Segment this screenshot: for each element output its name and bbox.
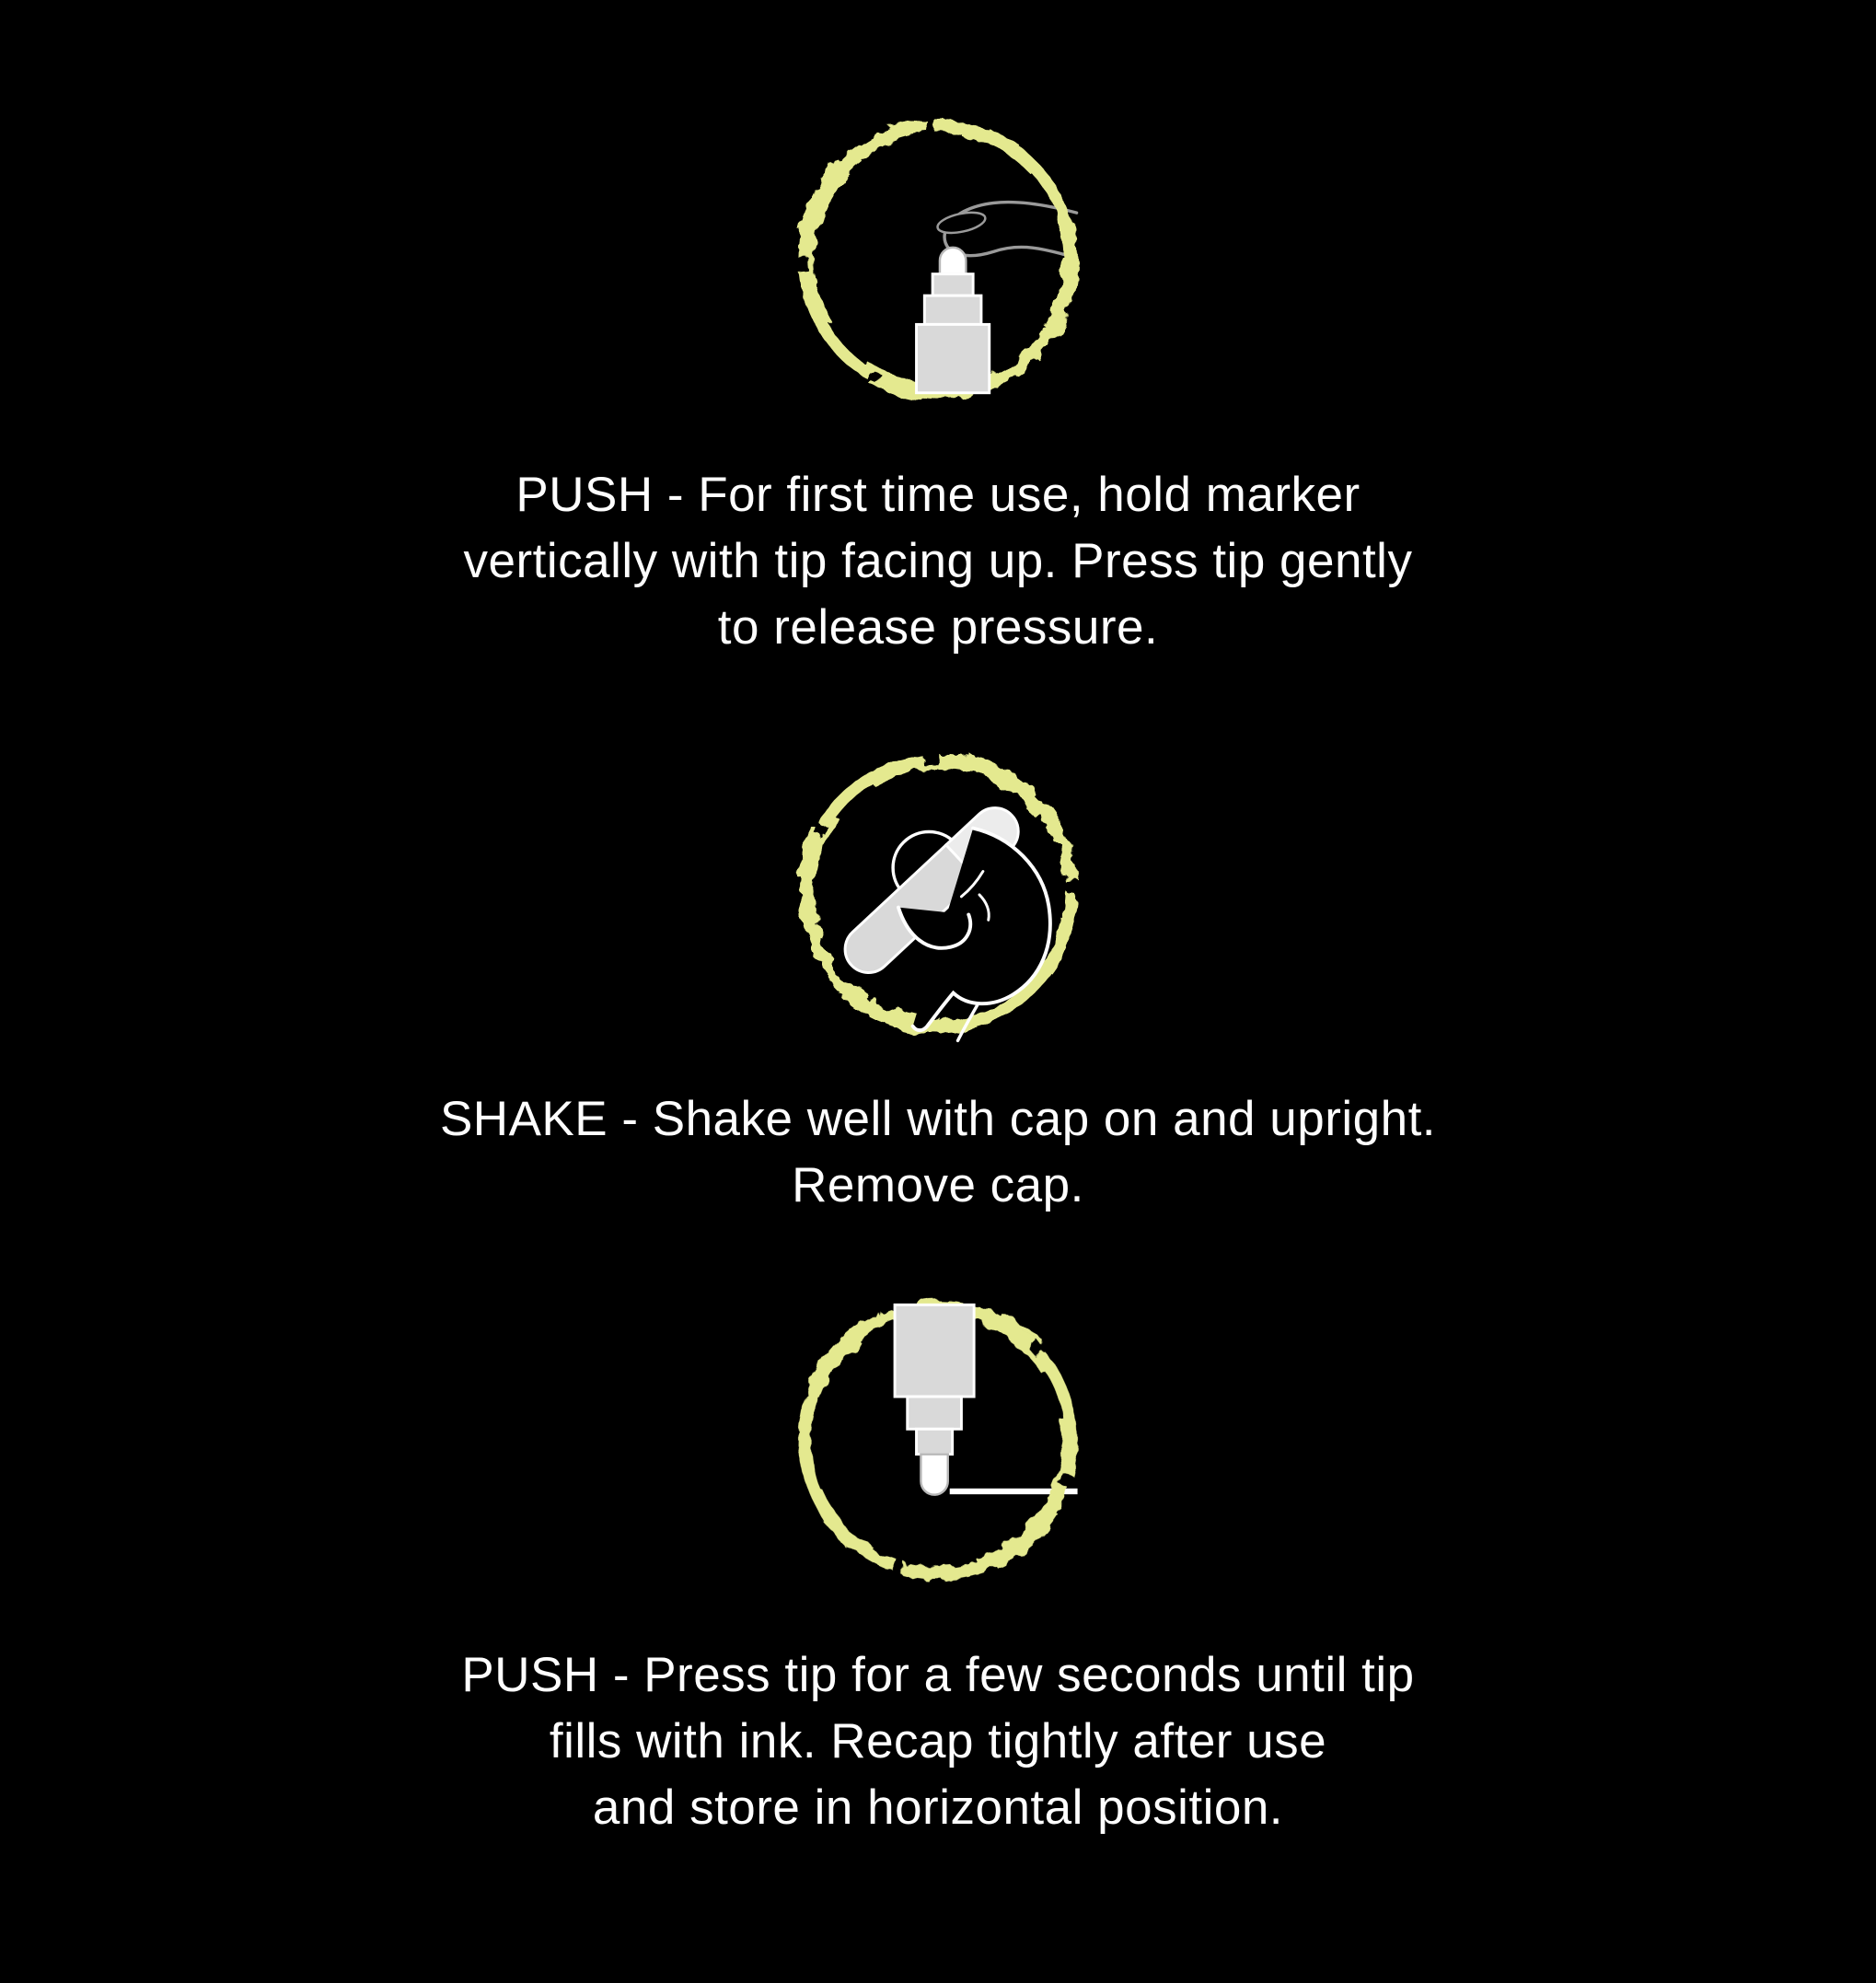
marker-draw-icon-svg [776,1278,1100,1602]
step-push-release [0,0,1876,661]
marker-body [895,1305,974,1397]
caption-line: to release pressure. [717,600,1159,655]
hand-shaking-capped-marker-icon [776,731,1100,1055]
marker-tip [921,1455,947,1495]
marker-tip-pressed-on-surface-icon [776,1278,1100,1602]
caption-line: and store in horizontal position. [592,1780,1284,1835]
caption-line: Remove cap. [792,1158,1084,1212]
caption-line: PUSH - Press tip for a few seconds until tip [461,1648,1415,1702]
finger-pressing-marker-tip-icon [776,98,1100,422]
caption-line: fills with ink. Recap tightly after use [549,1714,1327,1768]
step-shake [0,661,1876,1219]
step-caption-push-release [464,462,1413,661]
shake-hand-icon-svg [776,731,1100,1055]
caption-line: SHAKE - Shake well with cap on and upright. [439,1092,1437,1146]
step-caption-shake [440,1086,1436,1219]
marker-tip-down [895,1305,974,1494]
step-caption-push-fill [461,1642,1414,1841]
finger-press-icon-svg [776,98,1100,422]
caption-line: vertically with tip facing up. Press tip gently [463,534,1413,588]
caption-line: PUSH - For first time use, hold marker [515,468,1361,522]
marker-tip-up [917,248,990,393]
marker-tip [940,248,966,274]
marker-body [917,324,990,392]
step-push-fill [0,1219,1876,1841]
